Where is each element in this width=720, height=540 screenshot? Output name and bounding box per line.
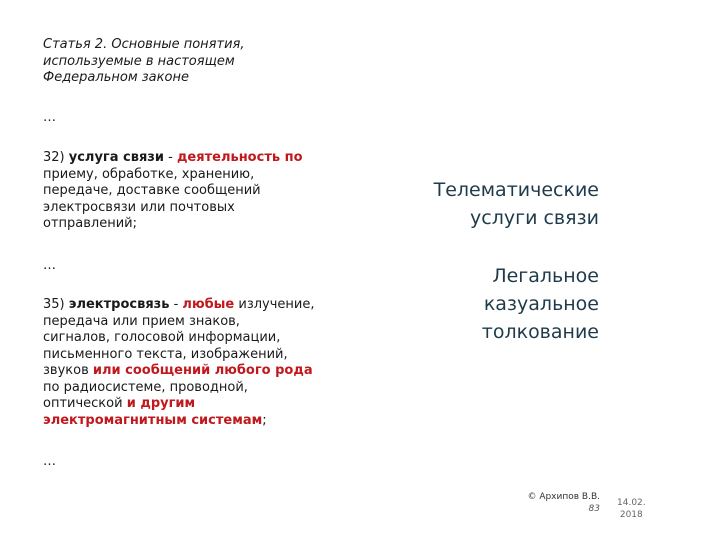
- dash: -: [169, 297, 183, 312]
- definition-line: приему, обработке, хранению,: [43, 166, 255, 182]
- definition-line: отправлений;: [43, 216, 137, 231]
- definition-line: [43, 396, 343, 413]
- heading-line: Статья 2. Основные понятия,: [43, 37, 245, 52]
- date-line: 14.02.: [617, 498, 646, 508]
- ellipsis-3: …: [43, 454, 56, 469]
- definition-text: звуков: [43, 363, 93, 378]
- page-number: 83: [588, 504, 600, 514]
- highlight-and-other: и другим: [126, 396, 196, 411]
- definition-32-first-line: [43, 150, 343, 167]
- article-heading: [43, 37, 343, 87]
- definition-35: [43, 297, 343, 429]
- interpretation-line: Легальное: [492, 265, 599, 287]
- dash: -: [163, 150, 177, 165]
- ellipsis-1: …: [43, 110, 56, 125]
- definition-32: [43, 150, 343, 233]
- definition-line: [43, 363, 343, 380]
- definition-text: оптической: [43, 396, 127, 411]
- highlight-any: любые: [182, 297, 235, 312]
- definition-line: передаче, доставке сообщений: [43, 183, 261, 198]
- ellipsis-2: …: [43, 258, 56, 273]
- author-credit: [527, 491, 600, 515]
- definition-line: [43, 413, 343, 430]
- telematic-services-label: [434, 176, 599, 232]
- definition-line: письменного текста, изображений,: [43, 346, 288, 362]
- definition-line: передача или прием знаков,: [43, 313, 240, 329]
- item-number: 35): [43, 297, 69, 312]
- telematic-line: услуги связи: [470, 207, 599, 229]
- definition-line: электросвязи или почтовых: [43, 199, 235, 215]
- interpretation-line: толкование: [481, 321, 599, 343]
- definition-line: по радиосистеме, проводной,: [43, 379, 248, 395]
- highlight-activity: деятельность по: [176, 150, 303, 165]
- heading-line: Федеральном законе: [43, 70, 189, 85]
- date-line: 2018: [619, 510, 643, 520]
- definition-text: излучение,: [234, 297, 315, 312]
- definition-text: ;: [262, 412, 267, 428]
- author-name: © Архипов В.В.: [527, 492, 600, 502]
- definition-line: сигналов, голосовой информации,: [43, 330, 281, 345]
- definition-35-first-line: [43, 297, 343, 314]
- term-telecom-service: услуга связи: [68, 150, 164, 165]
- interpretation-line: казуальное: [483, 293, 599, 315]
- heading-line: используемые в настоящем: [43, 53, 235, 69]
- term-telecommunication: электросвязь: [68, 297, 170, 312]
- item-number: 32): [43, 150, 69, 165]
- highlight-or-messages: или сообщений любого рода: [92, 363, 313, 378]
- telematic-line: Телематические: [433, 179, 599, 201]
- highlight-em-systems: электромагнитным системам: [43, 412, 263, 428]
- interpretation-label: [482, 262, 599, 346]
- slide-date: [617, 497, 646, 521]
